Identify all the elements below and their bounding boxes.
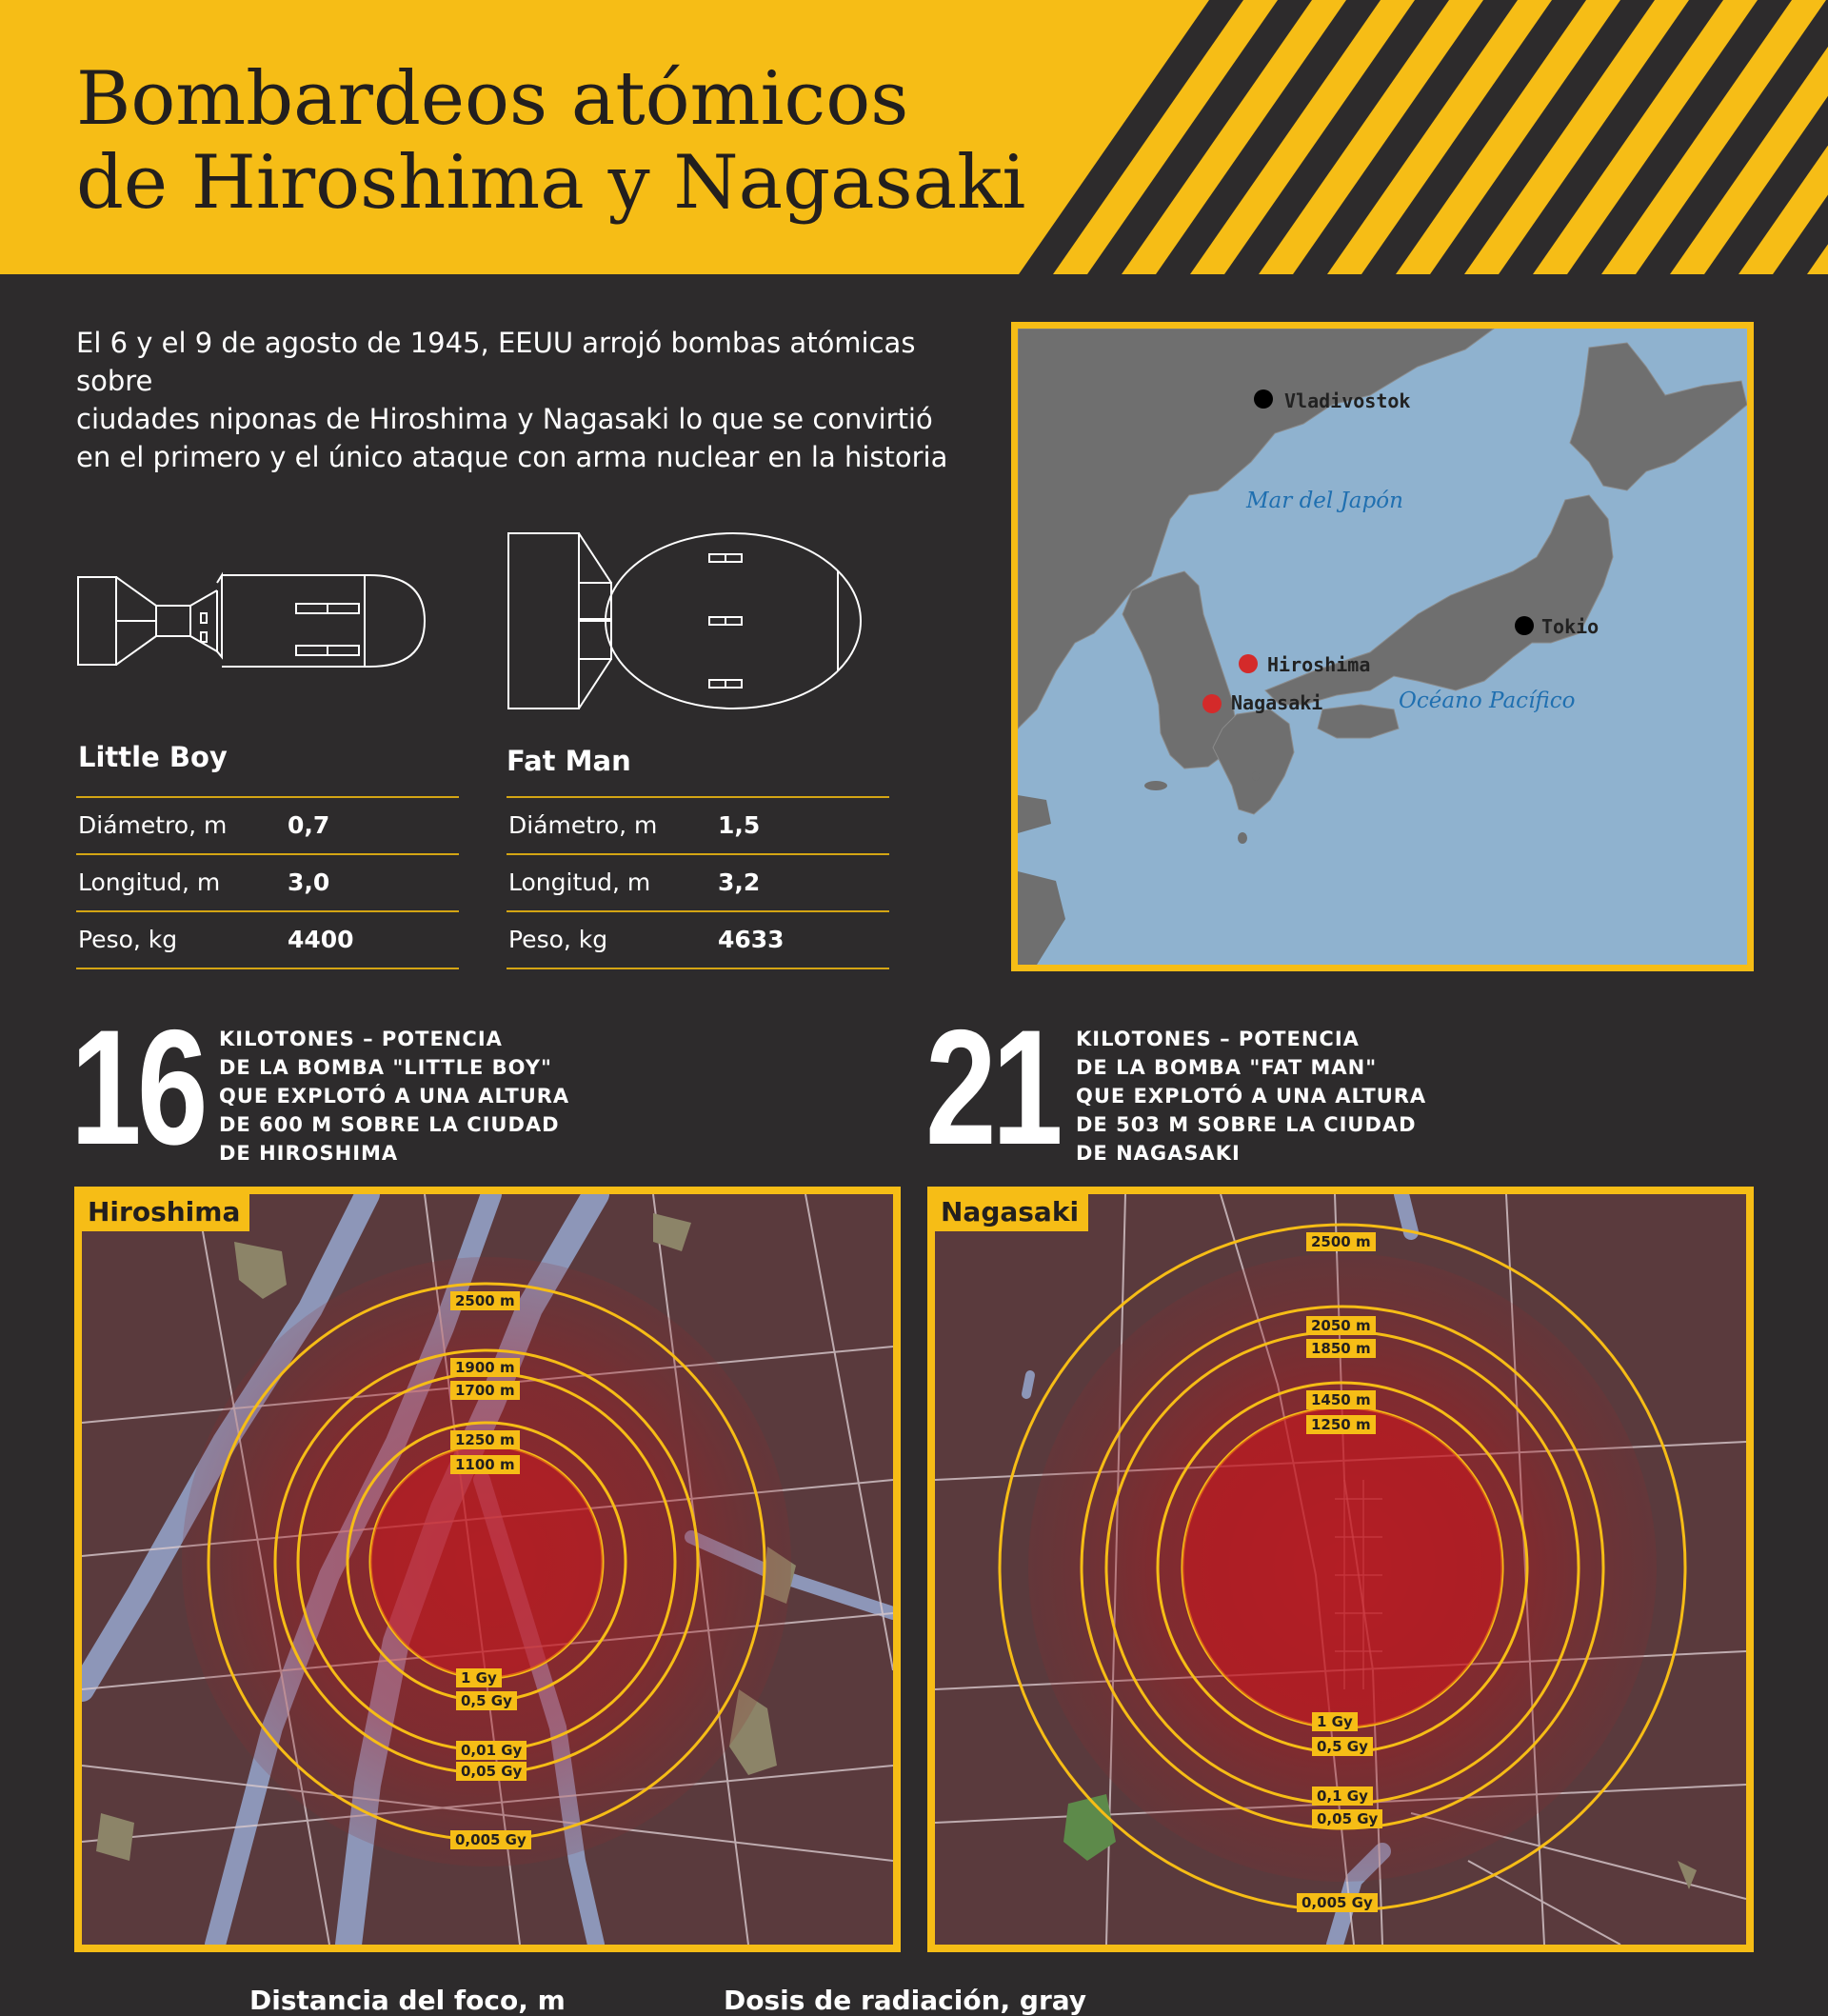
shikoku-landmass	[1318, 705, 1399, 738]
fat-man-yield-number: 21	[925, 996, 1059, 1179]
dose-label: 1 Gy	[456, 1668, 502, 1687]
nagasaki-blast-map	[927, 1187, 1754, 1952]
dose-label: 0,05 Gy	[456, 1762, 527, 1781]
spec-label: Diámetro, m	[508, 811, 658, 839]
spec-row-weight	[507, 912, 889, 969]
hiroshima-blast-map	[74, 1187, 901, 1952]
spec-row-length	[76, 855, 459, 912]
fat-man-bomb-icon	[505, 529, 866, 712]
header-banner	[0, 0, 1828, 274]
sea-of-japan-label: Mar del Japón	[1246, 489, 1403, 513]
title-line: de Hiroshima y Nagasaki	[76, 140, 1026, 226]
yield-line: DE LA BOMBA "FAT MAN"	[1076, 1056, 1378, 1079]
vladivostok-marker	[1254, 389, 1273, 409]
region-map-graphic	[1018, 329, 1747, 965]
dose-label: 0,01 Gy	[456, 1741, 527, 1760]
distance-label: 1250 m	[1306, 1415, 1376, 1434]
spec-value: 4633	[718, 926, 785, 953]
nagasaki-label: Nagasaki	[1231, 691, 1323, 714]
spec-value: 1,5	[718, 811, 761, 839]
intro-line: ciudades niponas de Hiroshima y Nagasaki lo que se convirtió	[76, 403, 933, 435]
intro-line: El 6 y el 9 de agosto de 1945, EEUU arrojó bombas atómicas sobre	[76, 327, 916, 397]
spec-label: Peso, kg	[508, 926, 608, 953]
spec-label: Longitud, m	[508, 868, 651, 896]
dose-label: 0,005 Gy	[1297, 1893, 1378, 1912]
legend-dose-heading: Dosis de radiación, gray	[724, 1985, 1087, 2016]
dose-label: 0,005 Gy	[450, 1830, 531, 1849]
title-line: Bombardeos atómicos	[76, 56, 909, 142]
spec-value: 3,0	[288, 868, 330, 896]
spec-label: Peso, kg	[78, 926, 178, 953]
spec-row-diameter	[76, 798, 459, 855]
intro-paragraph	[76, 324, 971, 476]
yield-line: DE NAGASAKI	[1076, 1142, 1241, 1165]
yield-line: QUE EXPLOTÓ A UNA ALTURA	[1076, 1085, 1427, 1108]
spec-value: 0,7	[288, 811, 330, 839]
distance-label: 2050 m	[1306, 1316, 1376, 1335]
yield-line: KILOTONES – POTENCIA	[219, 1028, 503, 1050]
distance-label: 1900 m	[450, 1358, 520, 1377]
hiroshima-label: Hiroshima	[1267, 653, 1371, 676]
distance-label: 1850 m	[1306, 1339, 1376, 1358]
fat-man-yield-text	[1076, 1025, 1426, 1168]
yield-line: DE 503 M SOBRE LA CIUDAD	[1076, 1113, 1417, 1136]
yield-line: DE HIROSHIMA	[219, 1142, 399, 1165]
distance-label: 1700 m	[450, 1381, 520, 1400]
spec-value: 4400	[288, 926, 354, 953]
fat-man-spec-table	[507, 796, 889, 969]
dose-label: 0,05 Gy	[1312, 1809, 1382, 1828]
hiroshima-marker	[1239, 654, 1258, 673]
legend-distance-heading: Distancia del foco, m	[249, 1985, 566, 2016]
nagasaki-city-tag: Nagasaki	[935, 1194, 1088, 1231]
hiroshima-city-tag: Hiroshima	[82, 1194, 249, 1231]
yield-line: DE LA BOMBA "LITTLE BOY"	[219, 1056, 552, 1079]
distance-label: 2500 m	[1306, 1232, 1376, 1251]
spec-value: 3,2	[718, 868, 761, 896]
distance-label: 2500 m	[450, 1291, 520, 1310]
distance-label: 1450 m	[1306, 1390, 1376, 1409]
japan-region-map	[1011, 322, 1754, 971]
little-boy-spec-table	[76, 796, 459, 969]
dose-label: 0,5 Gy	[456, 1691, 517, 1710]
spec-row-diameter	[507, 798, 889, 855]
yield-line: DE 600 M SOBRE LA CIUDAD	[219, 1113, 560, 1136]
dose-label: 1 Gy	[1312, 1712, 1358, 1731]
vladivostok-label: Vladivostok	[1284, 389, 1411, 412]
nagasaki-marker	[1202, 694, 1222, 713]
distance-label: 1100 m	[450, 1455, 520, 1474]
little-boy-name: Little Boy	[78, 741, 228, 773]
spec-row-length	[507, 855, 889, 912]
nagasaki-label-layer	[935, 1194, 1746, 1945]
hiroshima-label-layer	[82, 1194, 893, 1945]
distance-label: 1250 m	[450, 1430, 520, 1449]
tokio-marker	[1515, 616, 1534, 635]
yield-line: QUE EXPLOTÓ A UNA ALTURA	[219, 1085, 570, 1108]
dose-label: 0,1 Gy	[1312, 1786, 1373, 1806]
little-boy-yield-number: 16	[70, 996, 204, 1179]
intro-line: en el primero y el único ataque con arma nuclear en la historia	[76, 441, 948, 473]
spec-label: Longitud, m	[78, 868, 221, 896]
fat-man-name: Fat Man	[507, 745, 631, 777]
dose-label: 0,5 Gy	[1312, 1737, 1373, 1756]
little-boy-yield-text	[219, 1025, 569, 1168]
spec-label: Diámetro, m	[78, 811, 228, 839]
tokio-label: Tokio	[1541, 615, 1600, 638]
pacific-ocean-label: Océano Pacífico	[1399, 689, 1576, 713]
spec-row-weight	[76, 912, 459, 969]
yield-line: KILOTONES – POTENCIA	[1076, 1028, 1360, 1050]
page-title	[76, 57, 1025, 225]
little-boy-bomb-icon	[74, 569, 427, 672]
